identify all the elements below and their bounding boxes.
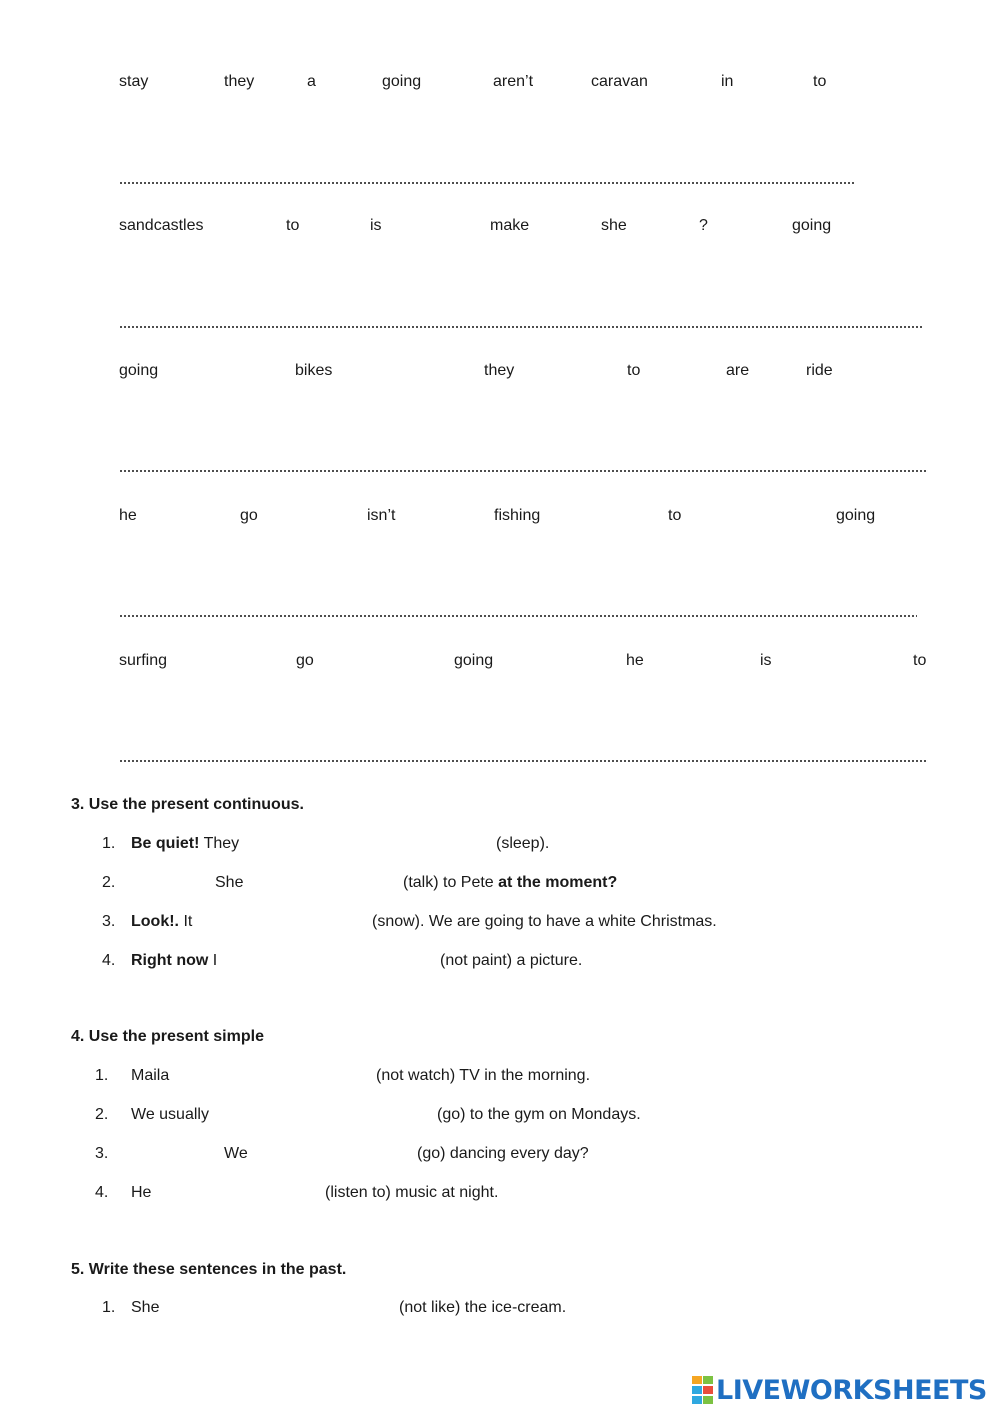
item-number: 1. bbox=[102, 835, 116, 852]
item-number: 2. bbox=[95, 1106, 109, 1123]
word: make bbox=[490, 217, 530, 234]
item-number: 4. bbox=[95, 1184, 109, 1201]
item-prompt: We usually bbox=[131, 1106, 209, 1123]
word: a bbox=[307, 73, 316, 90]
item-prompt bbox=[131, 951, 217, 971]
emphasis: Look!. bbox=[131, 913, 179, 930]
word: he bbox=[626, 652, 644, 669]
item-number: 3. bbox=[102, 913, 116, 930]
section-5-heading: 5. Write these sentences in the past. bbox=[71, 1261, 347, 1278]
item-number: 1. bbox=[95, 1067, 109, 1084]
word: to bbox=[813, 73, 827, 90]
word: caravan bbox=[591, 73, 648, 90]
item-ending: (not watch) TV in the morning. bbox=[376, 1067, 591, 1084]
item-ending bbox=[403, 873, 617, 893]
word: he bbox=[119, 507, 137, 524]
answer-input[interactable] bbox=[170, 1297, 396, 1321]
answer-input[interactable] bbox=[256, 872, 402, 896]
word: is bbox=[760, 652, 772, 669]
word: going bbox=[836, 507, 876, 524]
item-prompt: She bbox=[215, 874, 244, 891]
word: she bbox=[601, 217, 627, 234]
answer-input[interactable] bbox=[160, 1182, 324, 1206]
word: stay bbox=[119, 73, 149, 90]
answer-input[interactable] bbox=[202, 911, 372, 935]
word: going bbox=[119, 362, 159, 379]
emphasis: Be quiet! bbox=[131, 835, 200, 852]
word: going bbox=[382, 73, 422, 90]
answer-input[interactable] bbox=[230, 950, 439, 974]
answer-input[interactable] bbox=[119, 738, 930, 762]
ending-text: (talk) to Pete bbox=[403, 874, 499, 891]
item-prompt: She bbox=[131, 1299, 160, 1316]
answer-input[interactable] bbox=[180, 1065, 374, 1089]
liveworksheets-logo bbox=[692, 1372, 987, 1408]
emphasis: at the moment? bbox=[498, 874, 618, 891]
answer-input[interactable] bbox=[220, 1104, 434, 1128]
word: to bbox=[627, 362, 641, 379]
word: aren’t bbox=[493, 73, 534, 90]
item-ending: (not like) the ice-cream. bbox=[399, 1299, 567, 1316]
prompt-text: They bbox=[199, 835, 240, 852]
word: isn’t bbox=[367, 507, 396, 524]
prompt-text: I bbox=[208, 952, 218, 969]
item-number: 4. bbox=[102, 952, 116, 969]
word: they bbox=[224, 73, 255, 90]
word: to bbox=[913, 652, 927, 669]
answer-input[interactable] bbox=[119, 448, 930, 472]
section-4-heading: 4. Use the present simple bbox=[71, 1028, 264, 1045]
answer-input[interactable] bbox=[262, 833, 494, 857]
answer-input[interactable] bbox=[119, 160, 860, 184]
answer-input[interactable] bbox=[119, 304, 926, 328]
logo-text: LIVEWORKSHEETS bbox=[716, 1374, 987, 1406]
word: going bbox=[454, 652, 494, 669]
word: are bbox=[726, 362, 750, 379]
word: sandcastles bbox=[119, 217, 204, 234]
item-prompt: We bbox=[224, 1145, 248, 1162]
answer-input[interactable] bbox=[119, 593, 921, 617]
word: ? bbox=[699, 217, 708, 234]
word: in bbox=[721, 73, 734, 90]
section-3-heading: 3. Use the present continuous. bbox=[71, 796, 304, 813]
word: fishing bbox=[494, 507, 541, 524]
answer-input[interactable] bbox=[256, 1143, 415, 1167]
prompt-text: It bbox=[179, 913, 193, 930]
logo-mark-icon bbox=[692, 1376, 714, 1404]
word: going bbox=[792, 217, 832, 234]
item-ending: (not paint) a picture. bbox=[440, 952, 583, 969]
word: to bbox=[668, 507, 682, 524]
item-number: 1. bbox=[102, 1299, 116, 1316]
word: ride bbox=[806, 362, 833, 379]
item-ending: (go) to the gym on Mondays. bbox=[437, 1106, 641, 1123]
item-ending: (go) dancing every day? bbox=[417, 1145, 589, 1162]
emphasis: Right now bbox=[131, 952, 209, 969]
item-prompt: Maila bbox=[131, 1067, 170, 1084]
item-prompt bbox=[131, 912, 192, 932]
word: they bbox=[484, 362, 515, 379]
item-number: 2. bbox=[102, 874, 116, 891]
word: go bbox=[296, 652, 314, 669]
word: to bbox=[286, 217, 300, 234]
item-ending: (snow). We are going to have a white Christmas. bbox=[372, 913, 717, 930]
item-prompt bbox=[131, 834, 239, 854]
item-prompt: He bbox=[131, 1184, 152, 1201]
item-number: 3. bbox=[95, 1145, 109, 1162]
word: go bbox=[240, 507, 258, 524]
word: surfing bbox=[119, 652, 168, 669]
item-ending: (sleep). bbox=[496, 835, 550, 852]
word: is bbox=[370, 217, 382, 234]
word: bikes bbox=[295, 362, 333, 379]
item-ending: (listen to) music at night. bbox=[325, 1184, 499, 1201]
